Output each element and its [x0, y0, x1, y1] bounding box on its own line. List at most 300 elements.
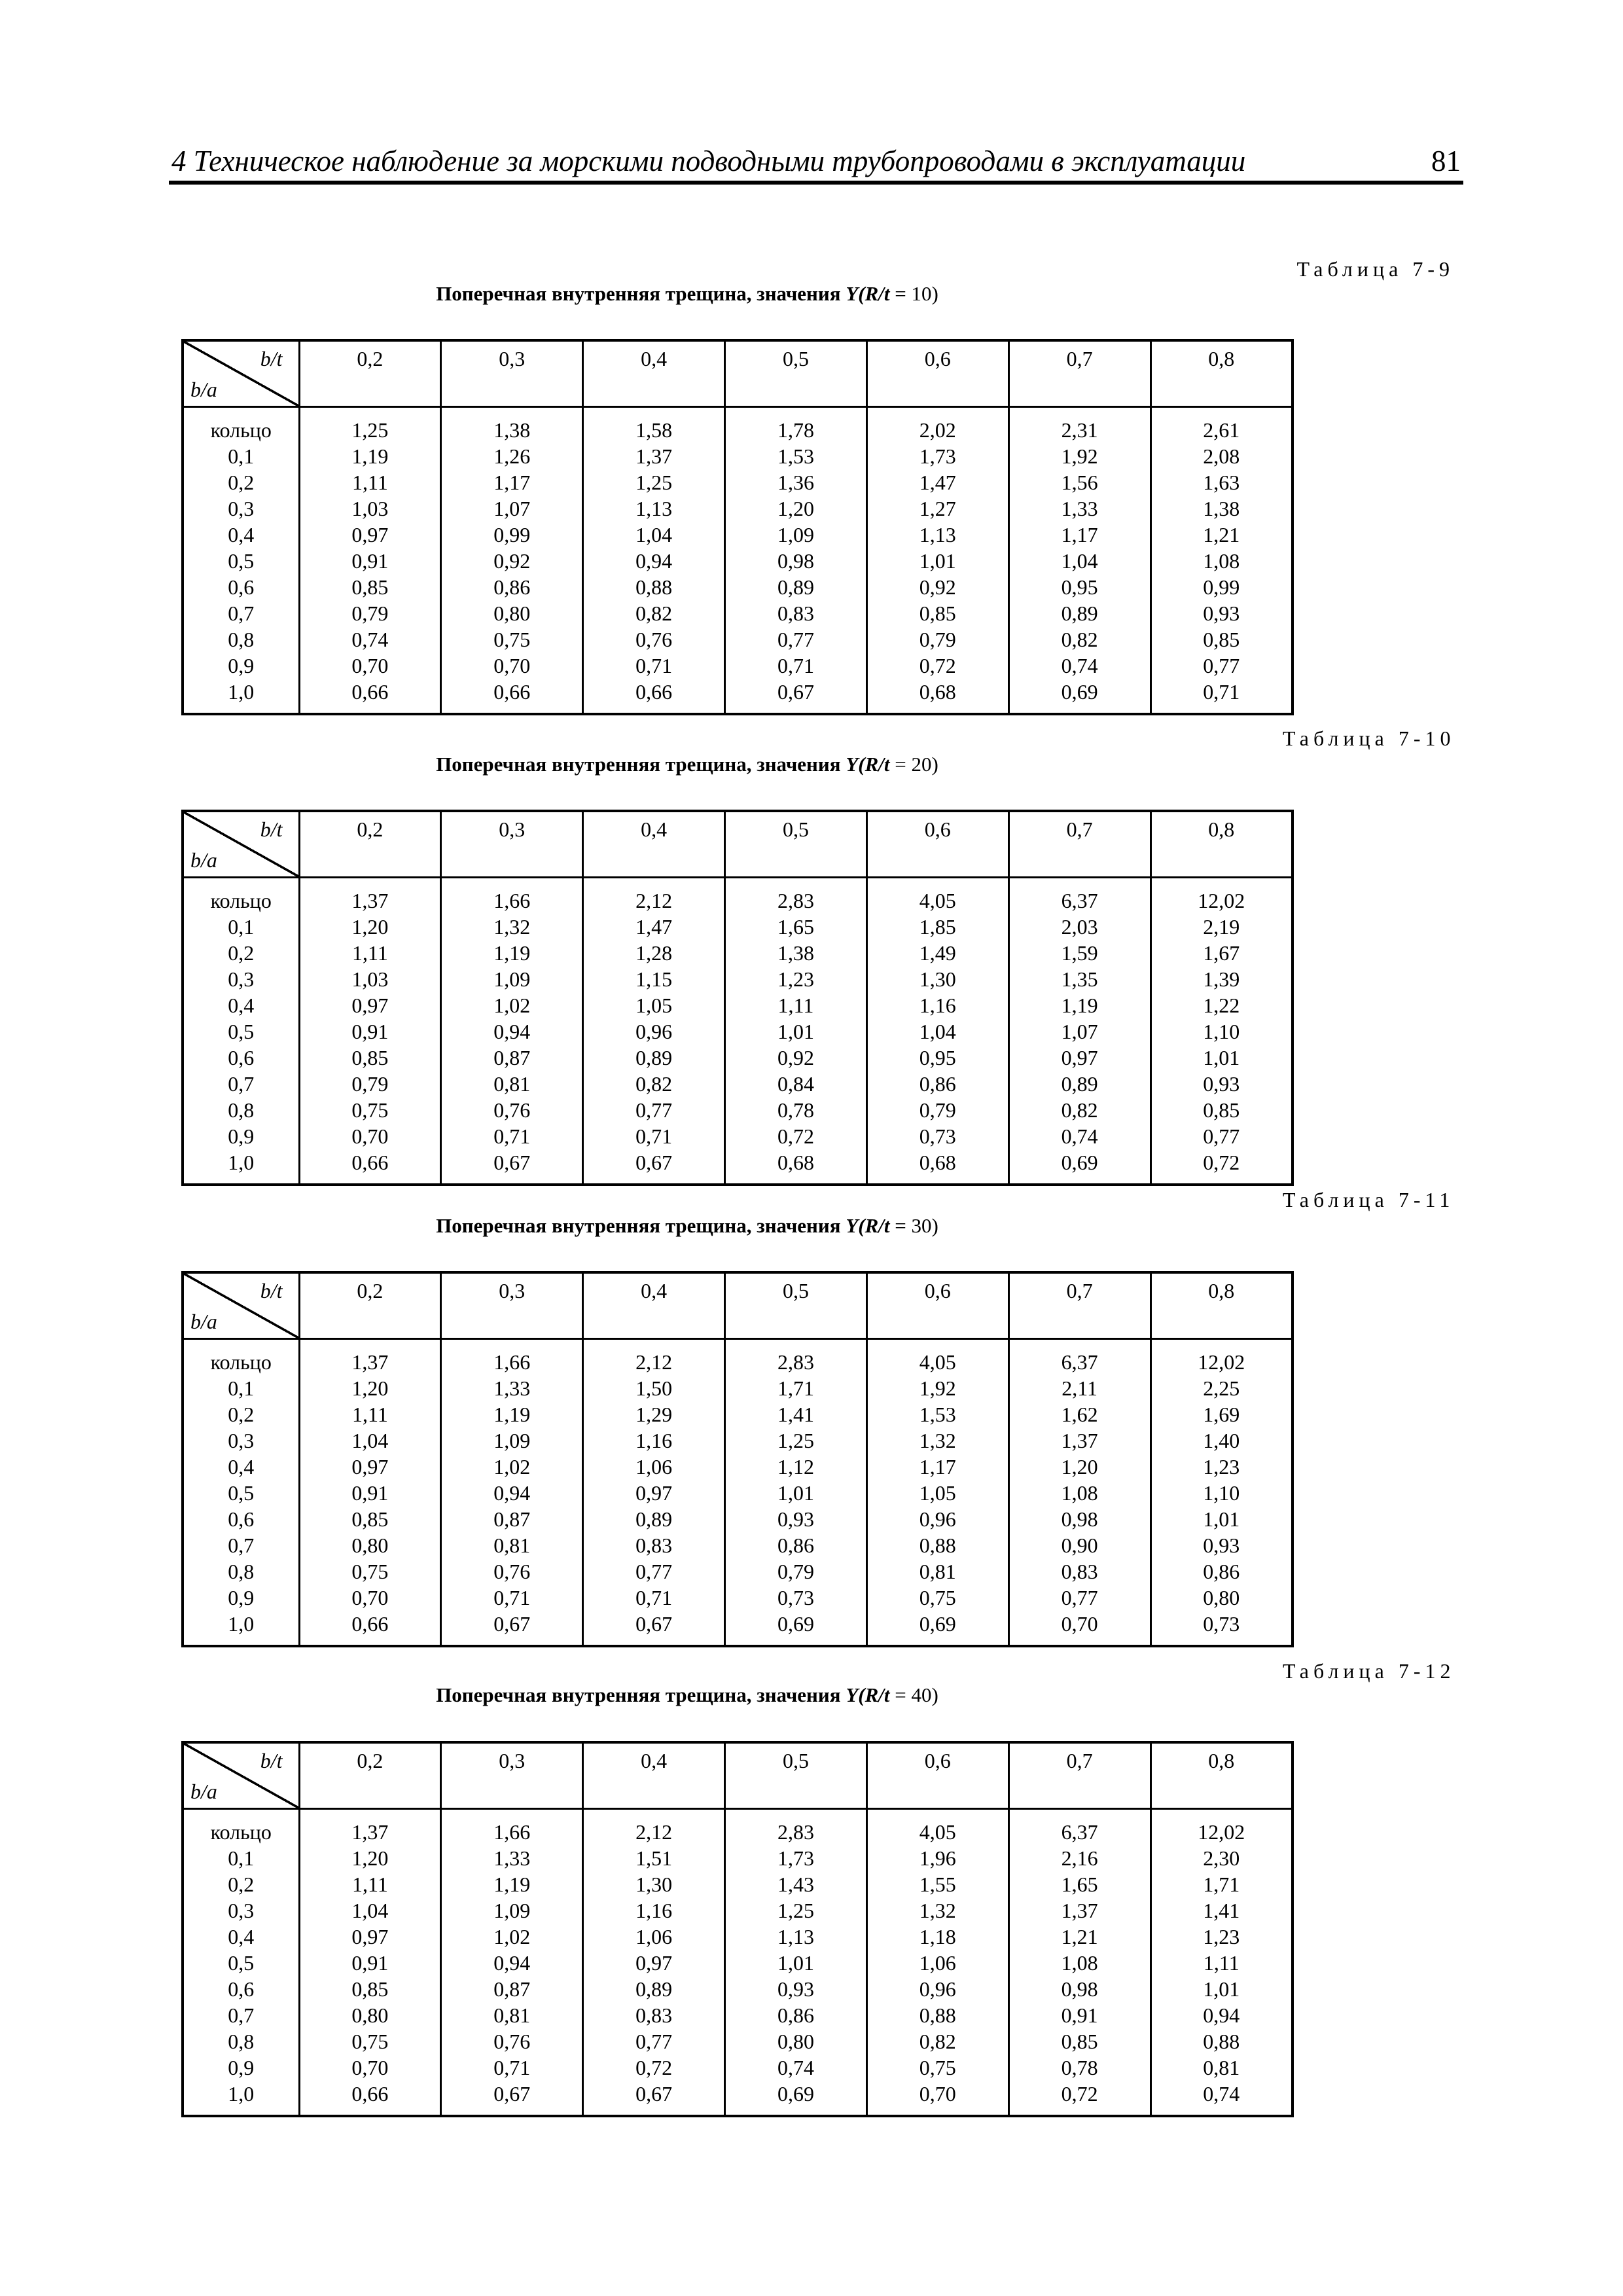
table-cell: 0,76	[441, 2028, 583, 2054]
row-label: 0,5	[183, 548, 299, 574]
table-row	[183, 1480, 1293, 1506]
table-cell: 0,99	[1150, 574, 1293, 600]
table-cell: 1,20	[725, 495, 867, 522]
table-row	[183, 2081, 1293, 2116]
table-cell: 1,73	[725, 1845, 867, 1871]
diagonal-header-cell	[183, 340, 299, 407]
data-table	[181, 810, 1294, 1186]
table-cell: 1,16	[583, 1897, 725, 1924]
table-row	[183, 653, 1293, 679]
table-cell: 0,79	[725, 1558, 867, 1585]
table-cell: 0,71	[583, 1123, 725, 1149]
table-cell: 1,33	[441, 1845, 583, 1871]
table-cell: 1,11	[299, 469, 441, 495]
table-cell: 0,97	[299, 522, 441, 548]
row-label: 0,7	[183, 1071, 299, 1097]
table-cell: 0,76	[441, 1558, 583, 1585]
table-cell: 0,66	[299, 679, 441, 714]
table-cell: 0,97	[1008, 1045, 1150, 1071]
table-cell: 1,47	[866, 469, 1008, 495]
table-cell: 0,79	[299, 600, 441, 626]
table-cell: 0,98	[725, 548, 867, 574]
table-cell: 1,53	[725, 443, 867, 469]
table-row	[183, 1339, 1293, 1376]
table-cell: 1,08	[1008, 1480, 1150, 1506]
table-cell: 0,94	[441, 1950, 583, 1976]
table-cell: 2,11	[1008, 1375, 1150, 1401]
table-cell: 1,01	[1150, 1045, 1293, 1071]
table-cell: 0,67	[441, 1149, 583, 1185]
table-row	[183, 2002, 1293, 2028]
row-label: 0,6	[183, 1045, 299, 1071]
row-label: кольцо	[183, 878, 299, 914]
table-cell: 0,74	[725, 2054, 867, 2081]
table-cell: 0,87	[441, 1506, 583, 1532]
table-cell: 0,67	[583, 1611, 725, 1646]
table-row	[183, 495, 1293, 522]
data-table	[181, 339, 1294, 715]
table-cell: 1,25	[299, 407, 441, 444]
row-label: 0,4	[183, 522, 299, 548]
table-cell: 1,37	[299, 1809, 441, 1846]
table-cell: 0,89	[1008, 600, 1150, 626]
table-cell: 0,67	[583, 2081, 725, 2116]
table-cell: 0,92	[725, 1045, 867, 1071]
column-header: 0,4	[583, 1272, 725, 1339]
table-cell: 0,67	[441, 1611, 583, 1646]
table-cell: 1,09	[441, 1427, 583, 1454]
table-cell: 2,83	[725, 878, 867, 914]
table-cell: 0,66	[299, 1611, 441, 1646]
table-cell: 0,74	[1008, 653, 1150, 679]
column-header: 0,6	[866, 340, 1008, 407]
row-label: 0,6	[183, 574, 299, 600]
caption-text: Поперечная внутренняя трещина, значения	[436, 1683, 846, 1706]
column-header: 0,6	[866, 1742, 1008, 1809]
table-cell: 1,53	[866, 1401, 1008, 1427]
table-cell: 1,20	[1008, 1454, 1150, 1480]
table-header-row	[183, 340, 1293, 407]
table-cell: 1,96	[866, 1845, 1008, 1871]
table-cell: 1,21	[1150, 522, 1293, 548]
column-header: 0,4	[583, 811, 725, 878]
table-cell: 1,06	[866, 1950, 1008, 1976]
table-cell: 1,04	[1008, 548, 1150, 574]
table-row	[183, 1097, 1293, 1123]
column-header: 0,3	[441, 811, 583, 878]
table-cell: 0,82	[583, 600, 725, 626]
table-cell: 1,92	[1008, 443, 1150, 469]
table-cell: 0,85	[299, 1976, 441, 2002]
table-cell: 1,29	[583, 1401, 725, 1427]
table-cell: 1,71	[1150, 1871, 1293, 1897]
table-header-row	[183, 811, 1293, 878]
table-cell: 0,83	[583, 2002, 725, 2028]
table-cell: 1,37	[583, 443, 725, 469]
row-label: 0,4	[183, 992, 299, 1018]
table-cell: 1,59	[1008, 940, 1150, 966]
table-cell: 2,83	[725, 1339, 867, 1376]
table-cell: 1,17	[441, 469, 583, 495]
table-cell: 1,01	[1150, 1506, 1293, 1532]
column-header: 0,6	[866, 811, 1008, 878]
table-cell: 1,17	[1008, 522, 1150, 548]
table-cell: 1,20	[299, 1845, 441, 1871]
page-header	[169, 143, 1463, 185]
table-cell: 0,71	[725, 653, 867, 679]
table-header-row	[183, 1272, 1293, 1339]
table-cell: 1,11	[299, 940, 441, 966]
table-cell: 0,75	[866, 1585, 1008, 1611]
table-cell: 0,88	[866, 1532, 1008, 1558]
table-cell: 0,85	[1008, 2028, 1150, 2054]
table-cell: 0,93	[1150, 1071, 1293, 1097]
table-cell: 1,38	[1150, 495, 1293, 522]
table-cell: 0,74	[1008, 1123, 1150, 1149]
table-row	[183, 2054, 1293, 2081]
table-row	[183, 2028, 1293, 2054]
table-cell: 0,96	[866, 1976, 1008, 2002]
table-cell: 12,02	[1150, 1339, 1293, 1376]
table-cell: 1,41	[1150, 1897, 1293, 1924]
caption-text: Поперечная внутренняя трещина, значения	[436, 282, 846, 305]
table-cell: 1,19	[441, 1401, 583, 1427]
table-row	[183, 1558, 1293, 1585]
table-row	[183, 940, 1293, 966]
table-cell: 0,67	[725, 679, 867, 714]
column-header: 0,7	[1008, 811, 1150, 878]
row-label: 0,1	[183, 443, 299, 469]
table-cell: 2,16	[1008, 1845, 1150, 1871]
table-cell: 0,93	[1150, 600, 1293, 626]
table-cell: 1,19	[441, 940, 583, 966]
table-cell: 1,49	[866, 940, 1008, 966]
row-label: 1,0	[183, 679, 299, 714]
column-header: 0,3	[441, 1742, 583, 1809]
table-cell: 0,90	[1008, 1532, 1150, 1558]
table-cell: 1,03	[299, 495, 441, 522]
row-label: 0,8	[183, 2028, 299, 2054]
table-cell: 0,69	[725, 2081, 867, 2116]
caption-ratio-value: = 40)	[889, 1683, 938, 1706]
table-cell: 1,11	[725, 992, 867, 1018]
table-cell: 1,04	[583, 522, 725, 548]
row-label: 0,1	[183, 1375, 299, 1401]
table-cell: 1,12	[725, 1454, 867, 1480]
table-cell: 0,76	[583, 626, 725, 653]
table-cell: 0,86	[866, 1071, 1008, 1097]
table-row	[183, 407, 1293, 444]
table-cell: 1,37	[299, 878, 441, 914]
table-number-label: Таблица 7-9	[1296, 257, 1454, 281]
table-row	[183, 548, 1293, 574]
table-cell: 0,69	[1008, 679, 1150, 714]
column-axis-label: b/t	[260, 817, 283, 841]
table-cell: 1,35	[1008, 966, 1150, 992]
column-header: 0,5	[725, 811, 867, 878]
table-number-label: Таблица 7-12	[1283, 1659, 1455, 1683]
table-cell: 0,70	[441, 653, 583, 679]
table-cell: 4,05	[866, 1339, 1008, 1376]
table-caption	[262, 753, 1113, 776]
table-row	[183, 1585, 1293, 1611]
table-cell: 1,11	[299, 1401, 441, 1427]
table-cell: 1,13	[725, 1924, 867, 1950]
table-cell: 0,93	[1150, 1532, 1293, 1558]
row-label: кольцо	[183, 407, 299, 444]
table-cell: 1,23	[1150, 1454, 1293, 1480]
row-label: 1,0	[183, 1149, 299, 1185]
table-row	[183, 574, 1293, 600]
column-header: 0,2	[299, 1272, 441, 1339]
column-header: 0,3	[441, 1272, 583, 1339]
table-cell: 0,66	[299, 2081, 441, 2116]
table-cell: 1,41	[725, 1401, 867, 1427]
table-cell: 0,68	[725, 1149, 867, 1185]
table-cell: 0,86	[725, 2002, 867, 2028]
table-cell: 0,96	[866, 1506, 1008, 1532]
table-cell: 0,80	[441, 600, 583, 626]
row-label: 0,7	[183, 1532, 299, 1558]
table-cell: 0,71	[583, 1585, 725, 1611]
row-label: 0,5	[183, 1018, 299, 1045]
column-header: 0,7	[1008, 340, 1150, 407]
table-caption	[262, 1683, 1113, 1707]
caption-formula: Y(R/t	[846, 1214, 890, 1237]
table-cell: 1,32	[441, 914, 583, 940]
row-label: 0,3	[183, 1427, 299, 1454]
table-cell: 1,21	[1008, 1924, 1150, 1950]
column-header: 0,4	[583, 1742, 725, 1809]
column-header: 0,8	[1150, 340, 1293, 407]
table-cell: 1,30	[866, 966, 1008, 992]
table-cell: 0,82	[866, 2028, 1008, 2054]
table-row	[183, 522, 1293, 548]
column-header: 0,8	[1150, 1272, 1293, 1339]
table-cell: 2,12	[583, 878, 725, 914]
table-cell: 1,20	[299, 914, 441, 940]
table-cell: 0,81	[441, 2002, 583, 2028]
table-cell: 1,32	[866, 1427, 1008, 1454]
table-cell: 1,66	[441, 1809, 583, 1846]
table-cell: 1,25	[725, 1427, 867, 1454]
table-cell: 0,77	[583, 1558, 725, 1585]
row-label: 0,1	[183, 914, 299, 940]
table-cell: 0,99	[441, 522, 583, 548]
table-cell: 0,97	[583, 1480, 725, 1506]
table-cell: 1,92	[866, 1375, 1008, 1401]
table-cell: 0,91	[299, 1950, 441, 1976]
row-label: кольцо	[183, 1809, 299, 1846]
row-label: 0,4	[183, 1924, 299, 1950]
table-cell: 0,68	[866, 1149, 1008, 1185]
table-cell: 0,97	[583, 1950, 725, 1976]
table-row	[183, 1045, 1293, 1071]
table-cell: 1,23	[725, 966, 867, 992]
table-cell: 1,01	[866, 548, 1008, 574]
table-cell: 1,43	[725, 1871, 867, 1897]
table-cell: 0,91	[299, 1018, 441, 1045]
table-cell: 0,96	[583, 1018, 725, 1045]
table-cell: 0,72	[1150, 1149, 1293, 1185]
column-header: 0,6	[866, 1272, 1008, 1339]
table-cell: 0,85	[299, 1045, 441, 1071]
table-cell: 0,80	[1150, 1585, 1293, 1611]
table-cell: 0,98	[1008, 1976, 1150, 2002]
table-cell: 0,87	[441, 1976, 583, 2002]
table-cell: 0,82	[1008, 626, 1150, 653]
table-cell: 1,04	[299, 1897, 441, 1924]
table-cell: 1,58	[583, 407, 725, 444]
table-cell: 0,77	[583, 1097, 725, 1123]
table-cell: 1,36	[725, 469, 867, 495]
table-cell: 0,71	[441, 2054, 583, 2081]
table-cell: 0,94	[583, 548, 725, 574]
table-row	[183, 1532, 1293, 1558]
table-cell: 0,98	[1008, 1506, 1150, 1532]
table-cell: 2,02	[866, 407, 1008, 444]
table-cell: 1,11	[299, 1871, 441, 1897]
table-cell: 0,95	[866, 1045, 1008, 1071]
table-cell: 0,91	[1008, 2002, 1150, 2028]
table-cell: 0,93	[725, 1976, 867, 2002]
table-cell: 1,07	[1008, 1018, 1150, 1045]
row-label: 0,2	[183, 1871, 299, 1897]
column-header: 0,5	[725, 1742, 867, 1809]
table-row	[183, 443, 1293, 469]
table-cell: 6,37	[1008, 1809, 1150, 1846]
table-cell: 1,08	[1150, 548, 1293, 574]
table-cell: 1,02	[441, 1454, 583, 1480]
table-cell: 0,82	[1008, 1097, 1150, 1123]
table-cell: 2,12	[583, 1809, 725, 1846]
table-row	[183, 1950, 1293, 1976]
column-header: 0,5	[725, 1272, 867, 1339]
table-number-label: Таблица 7-10	[1283, 726, 1455, 750]
table-cell: 1,06	[583, 1924, 725, 1950]
caption-ratio-value: = 10)	[889, 282, 938, 305]
table-cell: 1,37	[299, 1339, 441, 1376]
table-cell: 0,89	[1008, 1071, 1150, 1097]
table-cell: 0,70	[299, 1585, 441, 1611]
table-cell: 1,02	[441, 1924, 583, 1950]
table-cell: 0,85	[866, 600, 1008, 626]
table-cell: 0,79	[866, 626, 1008, 653]
table-row	[183, 626, 1293, 653]
caption-formula: Y(R/t	[846, 282, 890, 305]
table-row	[183, 1123, 1293, 1149]
table-cell: 1,19	[299, 443, 441, 469]
data-table	[181, 1741, 1294, 2117]
table-cell: 1,08	[1008, 1950, 1150, 1976]
table-row	[183, 600, 1293, 626]
table-row	[183, 1809, 1293, 1846]
caption-text: Поперечная внутренняя трещина, значения	[436, 1214, 846, 1237]
table-cell: 0,74	[1150, 2081, 1293, 2116]
table-cell: 0,89	[725, 574, 867, 600]
row-label: 0,9	[183, 2054, 299, 2081]
table-cell: 0,95	[1008, 574, 1150, 600]
table-cell: 0,79	[866, 1097, 1008, 1123]
table-cell: 1,19	[441, 1871, 583, 1897]
row-label: 1,0	[183, 2081, 299, 2116]
table-cell: 0,83	[725, 600, 867, 626]
table-cell: 0,92	[866, 574, 1008, 600]
table-cell: 0,79	[299, 1071, 441, 1097]
row-label: 0,2	[183, 469, 299, 495]
table-row	[183, 1845, 1293, 1871]
table-header-row	[183, 1742, 1293, 1809]
row-label: 0,5	[183, 1480, 299, 1506]
table-cell: 0,72	[866, 653, 1008, 679]
table-cell: 1,04	[299, 1427, 441, 1454]
table-cell: 1,09	[441, 966, 583, 992]
table-cell: 0,80	[725, 2028, 867, 2054]
table-cell: 0,70	[1008, 1611, 1150, 1646]
table-cell: 1,28	[583, 940, 725, 966]
table-cell: 0,77	[1008, 1585, 1150, 1611]
table-cell: 0,71	[441, 1585, 583, 1611]
row-label: 0,5	[183, 1950, 299, 1976]
table-cell: 0,84	[725, 1071, 867, 1097]
table-cell: 0,70	[866, 2081, 1008, 2116]
table-row	[183, 1071, 1293, 1097]
table-row	[183, 1897, 1293, 1924]
row-label: 0,1	[183, 1845, 299, 1871]
table-cell: 0,83	[583, 1532, 725, 1558]
table-cell: 0,66	[299, 1149, 441, 1185]
table-cell: 1,63	[1150, 469, 1293, 495]
table-cell: 0,91	[299, 548, 441, 574]
table-cell: 0,68	[866, 679, 1008, 714]
table-cell: 1,20	[299, 1375, 441, 1401]
table-cell: 0,73	[866, 1123, 1008, 1149]
table-cell: 0,86	[441, 574, 583, 600]
diagonal-header-cell	[183, 1272, 299, 1339]
table-cell: 6,37	[1008, 1339, 1150, 1376]
table-cell: 1,16	[866, 992, 1008, 1018]
table-cell: 1,62	[1008, 1401, 1150, 1427]
table-cell: 12,02	[1150, 878, 1293, 914]
table-cell: 0,83	[1008, 1558, 1150, 1585]
table-cell: 0,93	[725, 1506, 867, 1532]
table-cell: 0,92	[441, 548, 583, 574]
table-cell: 0,87	[441, 1045, 583, 1071]
table-cell: 1,15	[583, 966, 725, 992]
table-cell: 0,75	[299, 1097, 441, 1123]
row-label: 0,2	[183, 1401, 299, 1427]
table-cell: 1,22	[1150, 992, 1293, 1018]
table-cell: 0,73	[1150, 1611, 1293, 1646]
table-cell: 0,70	[299, 2054, 441, 2081]
table-row	[183, 1976, 1293, 2002]
caption-ratio-value: = 20)	[889, 753, 938, 776]
caption-formula: Y(R/t	[846, 753, 890, 776]
table-cell: 0,75	[299, 2028, 441, 2054]
table-cell: 1,16	[583, 1427, 725, 1454]
table-cell: 0,70	[299, 653, 441, 679]
table-cell: 1,33	[1008, 495, 1150, 522]
column-header: 0,8	[1150, 811, 1293, 878]
row-axis-label: b/a	[190, 378, 217, 401]
table-cell: 0,71	[441, 1123, 583, 1149]
table-number-label: Таблица 7-11	[1283, 1188, 1455, 1211]
table-cell: 0,67	[583, 1149, 725, 1185]
table-cell: 1,01	[1150, 1976, 1293, 2002]
table-row	[183, 1924, 1293, 1950]
row-axis-label: b/a	[190, 1780, 217, 1803]
column-header: 0,3	[441, 340, 583, 407]
